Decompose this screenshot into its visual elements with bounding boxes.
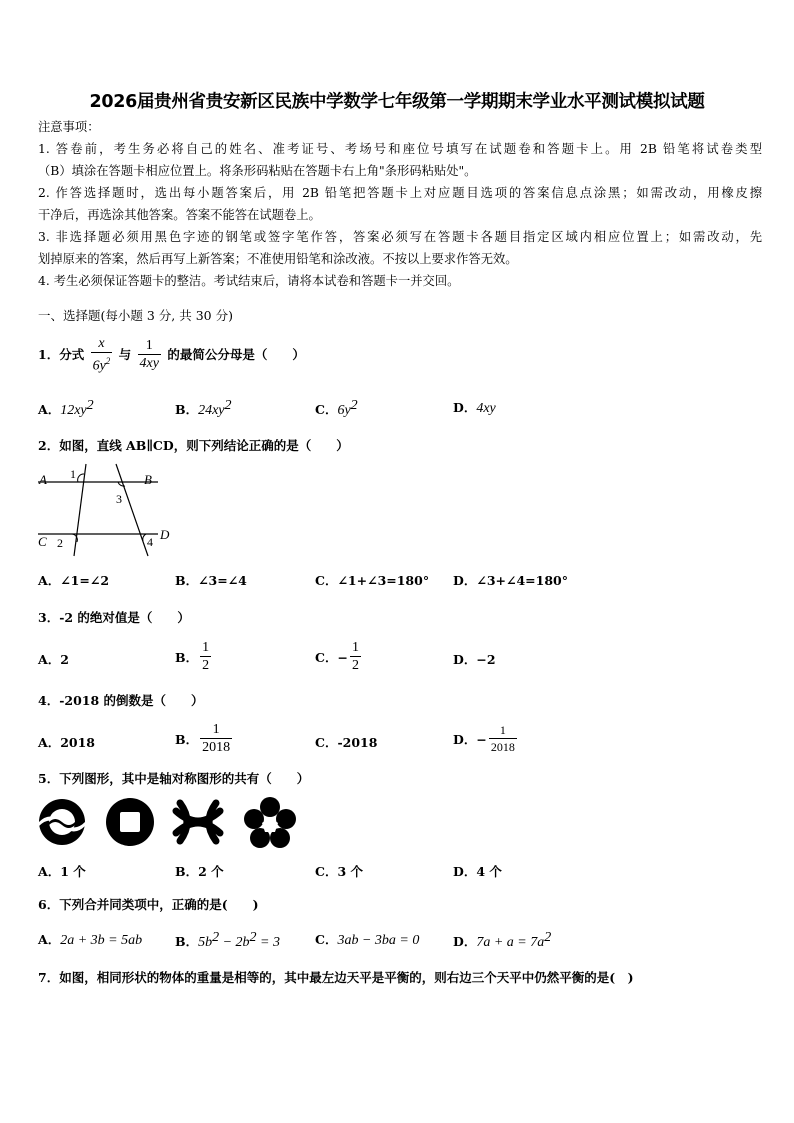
notice-section bbox=[38, 116, 762, 292]
label-C: C bbox=[38, 534, 47, 549]
q5-option-a: A．1 个 bbox=[38, 864, 86, 879]
question-2: 2．如图，直线 AB∥CD，则下列结论正确的是（ ） bbox=[38, 438, 349, 453]
q5-option-d: D．4 个 bbox=[453, 864, 502, 879]
notice-line: 4. 考生必须保证答题卡的整洁。考试结束后，请将本试卷和答题卡一并交回。 bbox=[38, 274, 460, 288]
notice-line: 2. 作答选择题时，选出每小题答案后，用 2B 铅笔把答题卡上对应题目选项的答案信息点涂黑；如需改动，用橡皮擦 bbox=[38, 186, 762, 200]
fraction-x-over-6y2: $\frac{x}{6y^2}$ bbox=[92, 336, 111, 374]
q3-option-c: C．− $\frac{1}{2}$ bbox=[315, 640, 359, 673]
label-D: D bbox=[160, 527, 170, 542]
parallel-lines-figure bbox=[36, 462, 174, 560]
q1-option-b: B．$24xy^2$ bbox=[175, 398, 232, 419]
angle-3-label: 3 bbox=[116, 492, 122, 506]
page-title: 2026届贵州省贵安新区民族中学数学七年级第一学期期末学业水平测试模拟试题 bbox=[89, 92, 705, 112]
q6-option-c: C．3ab − 3ba = 0 bbox=[315, 932, 420, 948]
angle-2-label: 2 bbox=[57, 536, 63, 550]
question-4: 4．-2018 的倒数是（ ） bbox=[38, 693, 204, 708]
label-A: A bbox=[39, 472, 47, 487]
q4-option-b: B． $\frac{1}{2018}$ bbox=[175, 722, 231, 755]
yin-yang-symbol-icon bbox=[39, 799, 85, 845]
q3-option-d: D．−2 bbox=[453, 652, 496, 667]
angle-1-label: 1 bbox=[70, 467, 76, 481]
knot-symbol-icon bbox=[176, 803, 220, 841]
q6-option-a: A．2a + 3b = 5ab bbox=[38, 932, 143, 948]
q2-option-c: C．∠1+∠3=180° bbox=[315, 573, 430, 588]
question-7: 7．如图，相同形状的物体的重量是相等的，其中最左边天平是平衡的，则右边三个天平中仍然平衡的是( ) bbox=[38, 970, 634, 985]
q5-option-c: C．3 个 bbox=[315, 864, 363, 879]
fraction-1-over-4xy: $\frac{1}{4xy}$ bbox=[139, 338, 159, 372]
label-B: B bbox=[144, 472, 152, 487]
q1-option-a: A．$12xy^2$ bbox=[38, 398, 94, 419]
q2-option-b: B．∠3=∠4 bbox=[175, 573, 247, 588]
question-5: 5．下列图形，其中是轴对称图形的共有（ ） bbox=[38, 771, 310, 786]
q1-prefix: 1．分式 bbox=[38, 346, 85, 362]
q6-option-b: B．$5b^2 - 2b^2 = 3$ bbox=[175, 930, 280, 951]
q2-option-a: A．∠1=∠2 bbox=[38, 573, 110, 588]
coin-symbol-icon bbox=[106, 798, 154, 846]
notice-line: 3. 非选择题必须用黑色字迹的钢笔或签字笔作答，答案必须写在答题卡各题目指定区域内相应位置上；如需改动，先 bbox=[38, 230, 762, 244]
q4-option-c: C．-2018 bbox=[315, 735, 378, 750]
q3-option-a: A．2 bbox=[38, 652, 69, 667]
notice-line: （B）填涂在答题卡相应位置上。将条形码粘贴在答题卡右上角"条形码粘贴处"。 bbox=[38, 164, 477, 178]
section-heading: 一、选择题(每小题 3 分, 共 30 分) bbox=[38, 308, 233, 323]
q4-option-d: D．− $\frac{1}{2018}$ bbox=[453, 723, 515, 754]
q4-option-a: A．2018 bbox=[38, 735, 95, 750]
notice-line: 1. 答卷前，考生务必将自己的姓名、准考证号、考场号和座位号填写在试题卷和答题卡上。用 2B 铅笔将试卷类型 bbox=[38, 142, 762, 156]
notice-line: 划掉原来的答案，然后再写上新答案；不准使用铅笔和涂改液。不按以上要求作答无效。 bbox=[38, 252, 518, 266]
q1-option-d: D．4xy bbox=[453, 400, 496, 416]
question-3: 3．-2 的绝对值是（ ） bbox=[38, 610, 190, 625]
q5-option-b: B．2 个 bbox=[175, 864, 224, 879]
question-1 bbox=[38, 336, 305, 375]
q1-option-c: C．$6y^2$ bbox=[315, 398, 358, 419]
notice-line: 干净后，再选涂其他答案。答案不能答在试题卷上。 bbox=[38, 208, 321, 222]
flower-symbol-icon bbox=[244, 797, 296, 848]
q1-suffix: 的最简公分母是（ ） bbox=[167, 346, 305, 362]
angle-4-label: 4 bbox=[147, 535, 153, 549]
q2-option-d: D．∠3+∠4=180° bbox=[453, 573, 568, 588]
q1-mid: 与 bbox=[118, 346, 132, 362]
q6-option-d: D．$7a + a = 7a^2$ bbox=[453, 930, 552, 951]
question-6: 6．下列合并同类项中，正确的是( ) bbox=[38, 897, 259, 912]
q3-option-b: B． $\frac{1}{2}$ bbox=[175, 640, 210, 673]
symbol-figures bbox=[36, 797, 298, 849]
notice-heading: 注意事项： bbox=[38, 120, 100, 134]
